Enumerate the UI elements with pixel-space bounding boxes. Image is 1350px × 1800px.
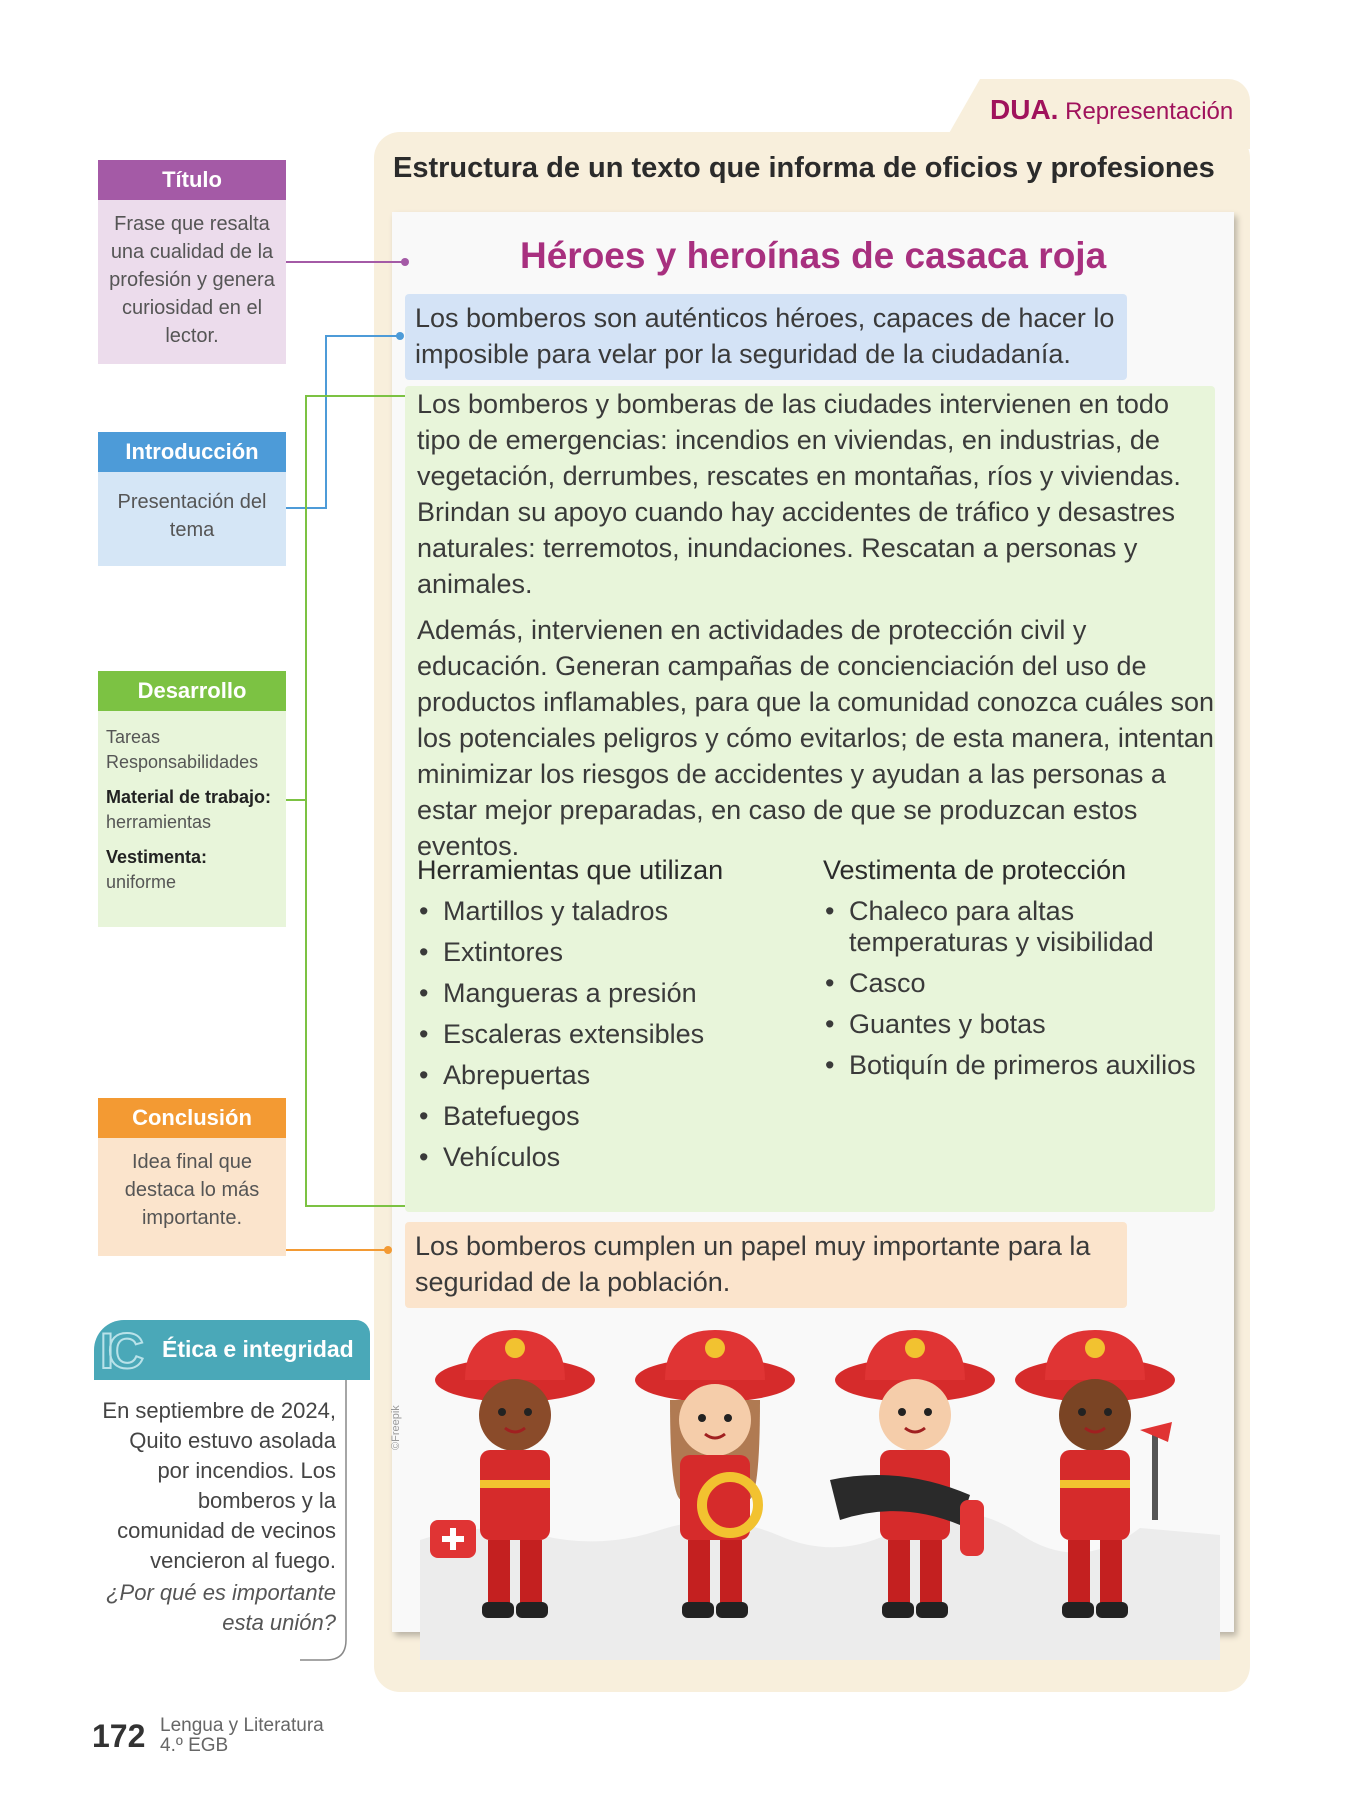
list-item: • Casco bbox=[823, 968, 1203, 999]
legend-conclusion bbox=[98, 1098, 286, 1256]
development-paragraph-1: Los bomberos y bomberas de las ciudades intervienen en todo tipo de emergencias: incendios en viviendas, en industrias, de vegetación, derrumbes, rescates en montañas, ríos y viviendas. Brindan su apoyo cuando hay accidentes de tráfico y desastres naturales: terremotos, inundaciones. Rescatan a personas y animales. bbox=[417, 389, 1181, 599]
etica-body bbox=[96, 1396, 336, 1638]
panel-title: Estructura de un texto que informa de oficios y profesiones bbox=[393, 152, 1215, 184]
legend-value: herramientas bbox=[106, 812, 212, 832]
legend-titulo-header: Título bbox=[98, 160, 286, 200]
subject-label bbox=[160, 1716, 324, 1756]
list-item: • Martillos y taladros bbox=[417, 896, 807, 927]
legend-line: Responsabilidades bbox=[106, 752, 259, 772]
legend-conclusion-header: Conclusión bbox=[98, 1098, 286, 1138]
article-intro: Los bomberos son auténticos héroes, capaces de hacer lo imposible para velar por la seguridad de la ciudadanía. bbox=[405, 294, 1127, 380]
list-item: • Guantes y botas bbox=[823, 1009, 1203, 1040]
list-item: • Abrepuertas bbox=[417, 1060, 807, 1091]
development-paragraph-2: Además, intervienen en actividades de protección civil y educación. Generan campañas de concienciación del uso de productos inflamables, para que la comunidad conozca cuáles son los potenciales peligros y cómo evitarlos; de esta manera, intentan minimizar los riesgos de accidentes y ayudan a las personas a estar mejor preparadas, en caso de que se produzcan estos eventos. bbox=[417, 615, 1214, 861]
etica-question: ¿Por qué es importante esta unión? bbox=[106, 1580, 336, 1635]
legend-desarrollo bbox=[98, 671, 286, 927]
page-number: 172 bbox=[92, 1718, 146, 1754]
ic-icon: IC bbox=[100, 1323, 138, 1379]
legend-titulo bbox=[98, 160, 286, 364]
legend-label: Vestimenta: bbox=[106, 847, 208, 867]
legend-intro-header: Introducción bbox=[98, 432, 286, 472]
legend-intro-body: Presentación del tema bbox=[98, 472, 286, 566]
subject-name: Lengua y Literatura bbox=[160, 1715, 324, 1736]
legend-conclusion-body: Idea final que destaca lo más importante. bbox=[98, 1138, 286, 1256]
list-item: • Chaleco para altas temperaturas y visibilidad bbox=[823, 896, 1203, 958]
legend-value: uniforme bbox=[106, 872, 177, 892]
desarrollo-bracket bbox=[306, 396, 405, 1206]
etica-label: Ética e integridad bbox=[162, 1336, 354, 1362]
list-item: • Botiquín de primeros auxilios bbox=[823, 1050, 1203, 1081]
list-item: • Escaleras extensibles bbox=[417, 1019, 807, 1050]
list-item: • Batefuegos bbox=[417, 1101, 807, 1132]
titulo-dot bbox=[401, 258, 409, 266]
legend-desarrollo-body bbox=[98, 711, 286, 927]
intro-dot bbox=[396, 332, 404, 340]
legend-introduccion bbox=[98, 432, 286, 566]
article-title: Héroes y heroínas de casaca roja bbox=[520, 235, 1107, 276]
article-conclusion: Los bomberos cumplen un papel muy importante para la seguridad de la población. bbox=[405, 1222, 1127, 1308]
legend-label: Material de trabajo: bbox=[106, 787, 272, 807]
list-item: • Extintores bbox=[417, 937, 807, 968]
gear-heading: Vestimenta de protección bbox=[823, 855, 1127, 885]
dua-label: DUA. Representación bbox=[990, 94, 1234, 125]
legend-desarrollo-header: Desarrollo bbox=[98, 671, 286, 711]
legend-line: Tareas bbox=[106, 727, 161, 747]
etica-text: En septiembre de 2024, Quito estuvo asolada por incendios. Los bomberos y la comunidad de vecinos vencieron al fuego. bbox=[102, 1398, 336, 1573]
tools-heading: Herramientas que utilizan bbox=[417, 855, 724, 885]
image-credit: ©Freepik bbox=[390, 1405, 402, 1450]
intro-connector bbox=[286, 336, 400, 508]
list-item: • Vehículos bbox=[417, 1142, 807, 1173]
grade-label: 4.º EGB bbox=[160, 1735, 229, 1756]
conclusion-dot bbox=[384, 1246, 392, 1254]
list-item: • Mangueras a presión bbox=[417, 978, 807, 1009]
legend-titulo-body: Frase que resalta una cualidad de la profesión y genera curiosidad en el lector. bbox=[98, 200, 286, 364]
